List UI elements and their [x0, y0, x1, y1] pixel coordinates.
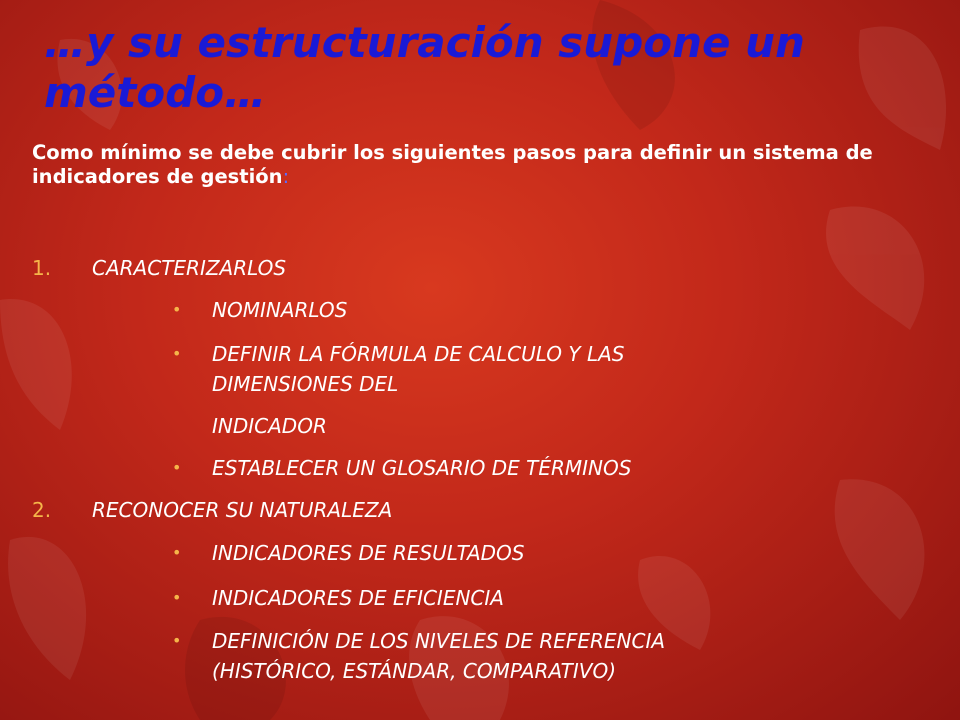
bullet-icon: • [172, 588, 182, 607]
list-item-naturaleza: RECONOCER SU NATURALEZA [92, 498, 393, 522]
list-item-glosario: ESTABLECER UN GLOSARIO DE TÉRMINOS [212, 456, 632, 480]
intro-colon: : [282, 165, 290, 188]
intro-paragraph [32, 141, 912, 189]
list-item-definir-formula: DEFINIR LA FÓRMULA DE CALCULO Y LAS [212, 342, 625, 366]
list-item-eficiencia: INDICADORES DE EFICIENCIA [212, 586, 504, 610]
bullet-icon: • [172, 458, 182, 477]
list-item-definir-formula-cont: DIMENSIONES DEL [212, 372, 399, 396]
slide-title: …y su estructuración supone un método… [44, 18, 805, 117]
list-item-indicador: INDICADOR [212, 414, 327, 438]
list-item-caracterizarlos: CARACTERIZARLOS [92, 256, 287, 280]
list-item-resultados: INDICADORES DE RESULTADOS [212, 541, 525, 565]
bullet-icon: • [172, 344, 182, 363]
bullet-icon: • [172, 543, 182, 562]
list-item-niveles-referencia: DEFINICIÓN DE LOS NIVELES DE REFERENCIA [212, 629, 666, 653]
list-number-2: 2. [32, 498, 52, 522]
list-number-1: 1. [32, 256, 52, 280]
bullet-icon: • [172, 631, 182, 650]
intro-text: Como mínimo se debe cubrir los siguientes pasos para definir un sistema de indicadores de gestión [32, 141, 873, 188]
list-item-nominarlos: NOMINARLOS [212, 298, 348, 322]
bullet-icon: • [172, 300, 182, 319]
list-item-niveles-referencia-cont: (HISTÓRICO, ESTÁNDAR, COMPARATIVO) [212, 659, 617, 683]
